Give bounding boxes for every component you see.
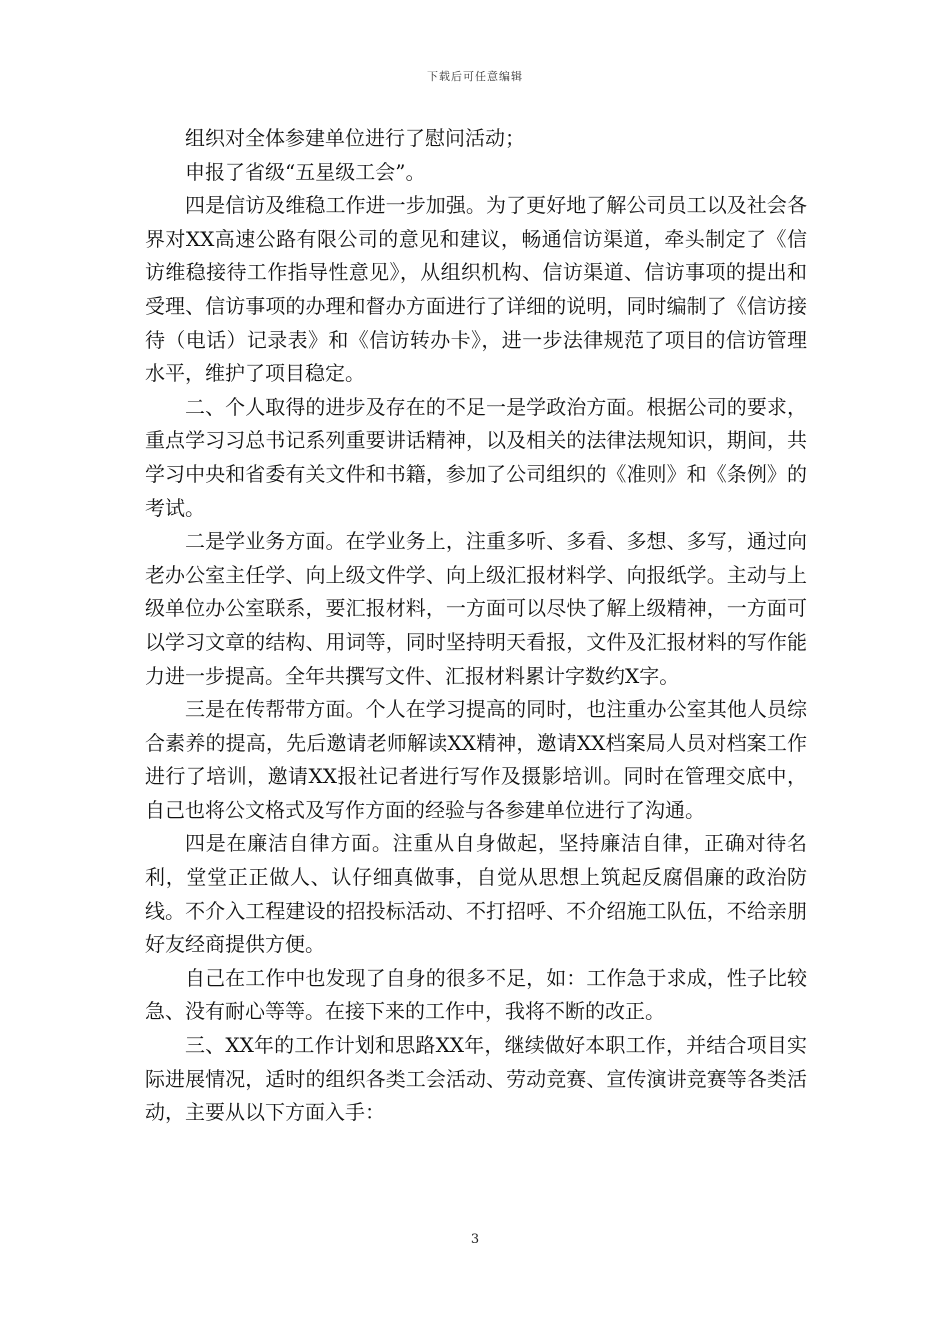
document-body [145,122,807,1130]
paragraph: 三是在传帮带方面。个人在学习提高的同时，也注重办公室其他人员综合素养的提高，先后邀请老师解读XX精神，邀请XX档案局人员对档案工作进行了培训，邀请XX报社记者进行写作及摄影培训。同时在管理交底中，自己也将公文格式及写作方面的经验与各参建单位进行了沟通。 [145,697,807,822]
page-header: 下载后可任意编辑 [427,70,523,83]
page-number: 3 [470,1232,480,1247]
paragraph: 三、XX年的工作计划和思路XX年，继续做好本职工作，并结合项目实际进展情况，适时的组织各类工会活动、劳动竞赛、宣传演讲竞赛等各类活动，主要从以下方面入手： [145,1033,807,1125]
paragraph: 四是在廉洁自律方面。注重从自身做起，坚持廉洁自律，正确对待名利，堂堂正正做人、认仔细真做事，自觉从思想上筑起反腐倡廉的政治防线。不介入工程建设的招投标活动、不打招呼、不介绍施工队伍，不给亲朋好友经商提供方便。 [145,831,807,957]
paragraph: 二是学业务方面。在学业务上，注重多听、多看、多想、多写，通过向老办公室主任学、向上级文件学、向上级汇报材料学、向报纸学。主动与上级单位办公室联系，要汇报材料，一方面可以尽快了解上级精神，一方面可以学习文章的结构、用词等，同时坚持明天看报，文件及汇报材料的写作能力进一步提高。全年共撰写文件、汇报材料累计字数约X字。 [145,529,807,688]
paragraph: 二、个人取得的进步及存在的不足一是学政治方面。根据公司的要求，重点学习习总书记系列重要讲话精神，以及相关的法律法规知识，期间，共学习中央和省委有关文件和书籍，参加了公司组织的《准则》和《条例》的考试。 [145,394,807,520]
paragraph: 申报了省级“五星级工会”。 [185,159,426,184]
paragraph: 自己在工作中也发现了自身的很多不足，如：工作急于求成，性子比较急、没有耐心等等。在接下来的工作中，我将不断的改正。 [145,965,807,1024]
paragraph: 四是信访及维稳工作进一步加强。为了更好地了解公司员工以及社会各界对XX高速公路有限公司的意见和建议，畅通信访渠道，牵头制定了《信访维稳接待工作指导性意见》，从组织机构、信访渠道、信访事项的提出和受理、信访事项的办理和督办方面进行了详细的说明，同时编制了《信访接待（电话）记录表》和《信访转办卡》，进一步法律规范了项目的信访管理水平，维护了项目稳定。 [145,193,807,386]
paragraph: 组织对全体参建单位进行了慰问活动； [185,126,525,150]
